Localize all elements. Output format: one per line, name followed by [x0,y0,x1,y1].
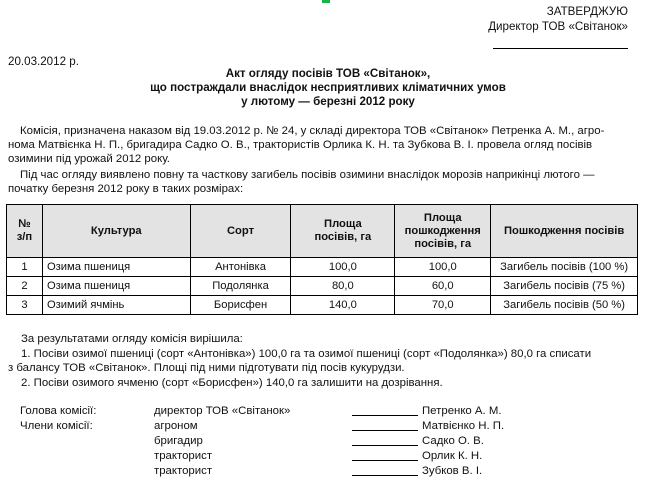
signature-line [352,460,418,461]
signature-line [352,415,418,416]
header-damage: Пошкодження посівів [491,205,638,258]
signer-name: Петренко А. М. [422,405,502,417]
row-variety: Антонівка [190,258,291,277]
row-damaged-area: 100,0 [395,258,491,277]
conclusion-item-2: 2. Посіви озимого ячменю (сорт «Борисфен») 140,0 га залишити на дозрівання. [21,376,443,389]
header-area-l1: Площа [324,218,362,230]
header-variety: Сорт [190,205,291,258]
table-row [7,277,638,296]
signature-line [352,445,418,446]
row-variety: Борисфен [190,296,291,315]
header-crop: Культура [42,205,190,258]
header-damaged-area [395,205,491,258]
table-header-row [7,205,638,258]
intro-p1-line-2: нома Матвієнка Н. П., бригадира Садко О. В., трактористів Орлика К. Н. та Зубкова В. І. провела огляд посівів [8,139,593,151]
row-number: 1 [7,258,43,277]
intro-p2-line-1: Під час огляду виявлено повну та часткову загибель посівів озимини внаслідок морозів наприкінці лютого — [20,169,595,181]
signer-position: тракторист [154,465,213,477]
intro-paragraph-2 [8,168,638,196]
approval-position: Директор ТОВ «Світанок» [488,20,628,33]
conclusion-item-1-line-1: 1. Посіви озимої пшениці (сорт «Антонівка») 100,0 га та озимої пшениці (сорт «Подолянка») 80,0 га списати [21,347,592,360]
signer-position: тракторист [154,450,213,462]
signer-position: директор ТОВ «Світанок» [154,405,291,417]
header-damaged-l2: пошкодження [404,224,481,237]
signature-line [352,430,418,431]
row-damage: Загибель посівів (75 %) [491,277,638,296]
head-label: Голова комісії: [20,405,97,417]
signer-name: Орлик К. Н. [422,450,483,462]
signature-row [0,449,656,464]
row-variety: Подолянка [190,277,291,296]
row-crop: Озима пшениця [42,277,190,296]
row-crop: Озимий ячмінь [42,296,190,315]
document-date: 20.03.2012 р. [8,55,79,68]
title-line-1: Акт огляду посівів ТОВ «Світанок», [225,67,431,80]
intro-p2-line-2: початку березня 2012 року в таких розмірах: [8,183,244,195]
intro-p1-line-1: Комісія, призначена наказом від 19.03.2012 р. № 24, у складі директора ТОВ «Світанок» Петренка А. М., агро- [20,125,605,137]
row-number: 3 [7,296,43,315]
top-color-mark [322,0,330,3]
title-line-2: що постраждали внаслідок несприятливих кліматичних умов [150,81,506,94]
intro-p1-line-3: озимини під урожай 2012 року. [8,153,170,165]
members-label: Члени комісії: [20,420,93,432]
row-area: 140,0 [291,296,395,315]
conclusion-item-1-line-2: з балансу ТОВ «Світанок». Площі під ними підготувати під посів кукурудзи. [8,362,405,374]
header-number [7,205,43,258]
signature-row [0,404,656,419]
header-area [291,205,395,258]
row-damaged-area: 70,0 [395,296,491,315]
header-area-l2: посівів, га [314,231,372,243]
conclusion-intro: За результатами огляду комісія вирішила: [21,333,243,345]
approval-signature-line [493,34,628,49]
intro-paragraph-1 [8,124,638,166]
signer-name: Садко О. В. [422,435,484,447]
row-damage: Загибель посівів (100 %) [491,258,638,277]
approval-block [488,4,628,49]
inspection-table [6,204,638,315]
header-damaged-l1: Площа [423,211,462,224]
approval-label: ЗАТВЕРДЖУЮ [546,5,628,18]
row-number: 2 [7,277,43,296]
conclusion-block [8,332,644,390]
signature-row [0,464,656,479]
row-damage: Загибель посівів (50 %) [491,296,638,315]
signer-name: Зубков В. І. [422,465,483,477]
header-number-l2: з/п [16,231,33,243]
signer-position: агроном [154,420,198,432]
row-crop: Озима пшениця [42,258,190,277]
signature-row [0,434,656,449]
row-area: 80,0 [291,277,395,296]
signer-name: Матвієнко Н. П. [422,420,505,432]
row-area: 100,0 [291,258,395,277]
table-row [7,296,638,315]
header-number-l1: № [18,218,31,230]
document-title [0,67,656,109]
signature-line [352,475,418,476]
signature-row [0,419,656,434]
row-damaged-area: 60,0 [395,277,491,296]
signer-position: бригадир [154,435,203,447]
title-line-3: у лютому — березні 2012 року [241,95,415,108]
table-row [7,258,638,277]
header-damaged-l3: посівів, га [414,237,472,250]
